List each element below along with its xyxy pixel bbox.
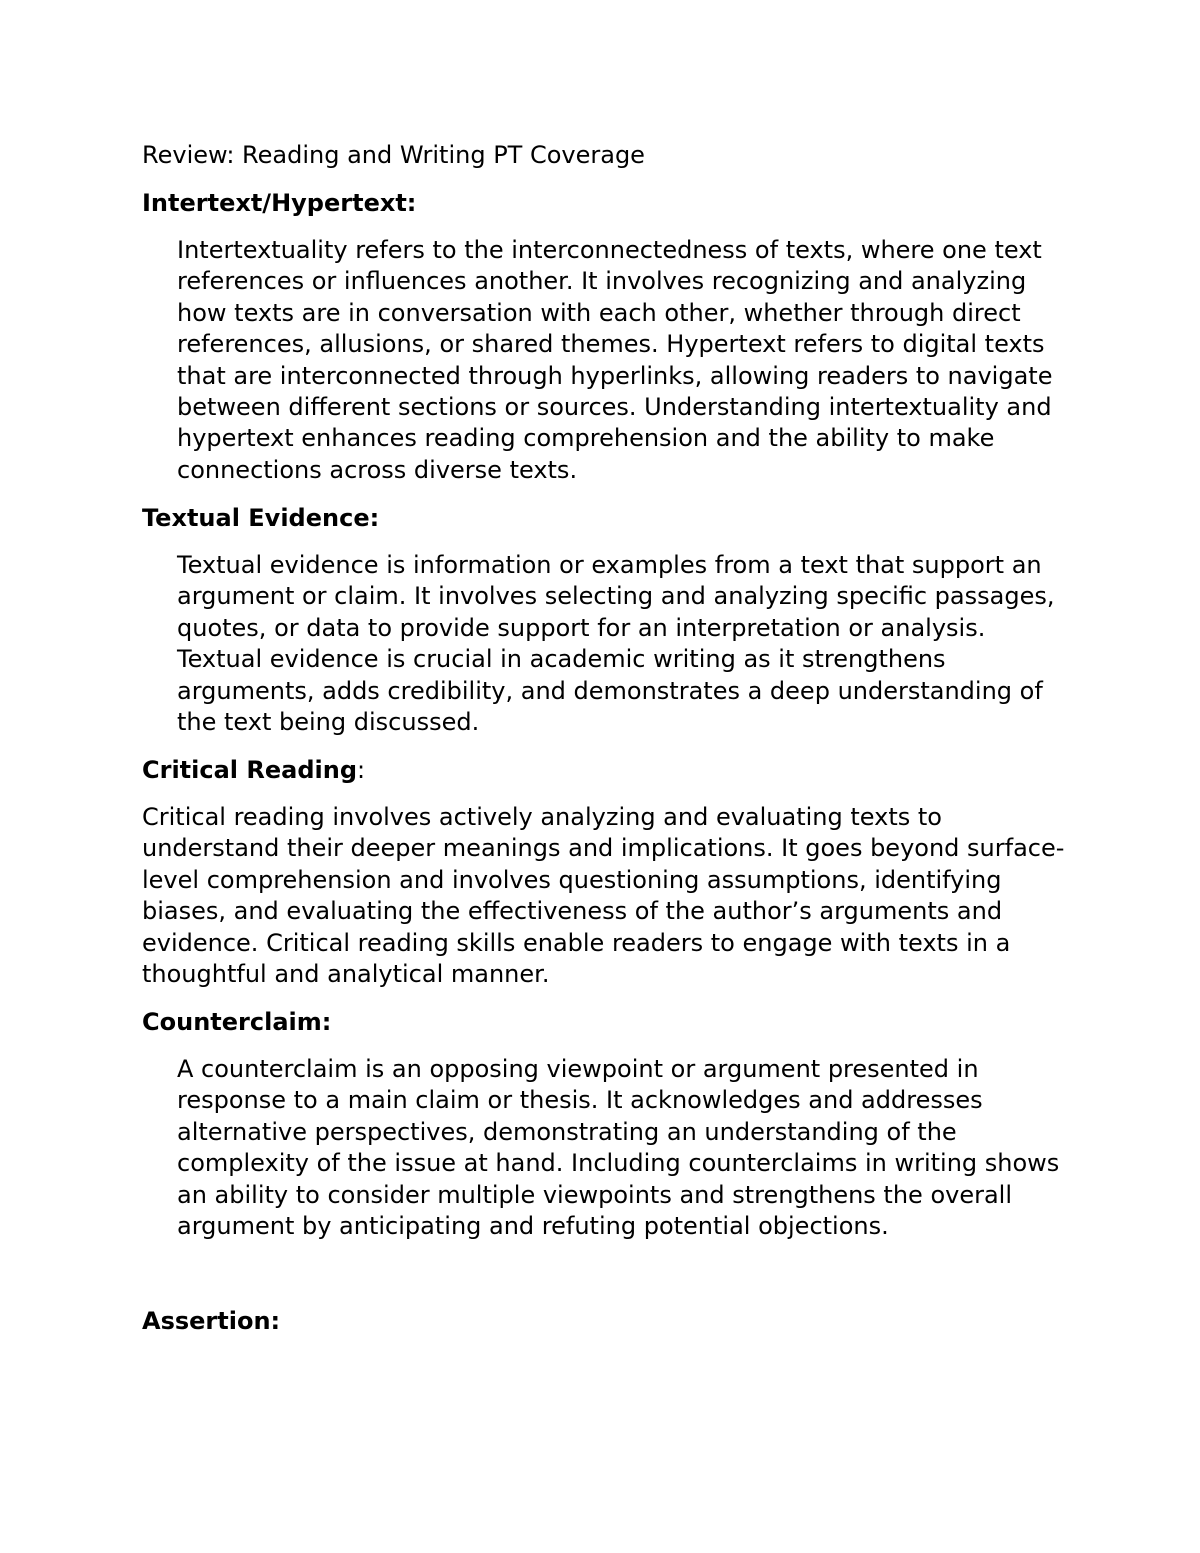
section-heading-assertion: Assertion: [142, 1307, 281, 1335]
body-line: hypertext enhances reading comprehension and the ability to make [177, 424, 995, 453]
body-line: arguments, adds credibility, and demonstrates a deep understanding of [177, 676, 1043, 705]
body-line: connections across diverse texts. [177, 455, 578, 484]
section-body-critical-reading [142, 802, 1064, 990]
body-line: argument or claim. It involves selecting and analyzing specific passages, [177, 582, 1055, 611]
section-heading-intertext: Intertext/Hypertext: [142, 189, 417, 217]
body-line: level comprehension and involves questioning assumptions, identifying [142, 865, 1002, 894]
section-body-intertext [177, 235, 1052, 486]
body-line: Intertextuality refers to the interconnectedness of texts, where one text [177, 236, 1042, 264]
body-line: references or influences another. It involves recognizing and analyzing [177, 267, 1027, 296]
section-body-textual-evidence [177, 550, 1054, 738]
body-line: alternative perspectives, demonstrating an understanding of the [177, 1117, 957, 1146]
body-line: understand their deeper meanings and implications. It goes beyond surface- [142, 834, 1065, 863]
body-line: how texts are in conversation with each other, whether through direct [177, 298, 1021, 327]
heading-text: Critical Reading [142, 756, 358, 784]
body-line: argument by anticipating and refuting potential objections. [177, 1212, 889, 1241]
body-line: between different sections or sources. Understanding intertextuality and [177, 393, 1052, 422]
body-line: references, allusions, or shared themes. Hypertext refers to digital texts [177, 330, 1045, 359]
body-line: that are interconnected through hyperlinks, allowing readers to navigate [177, 361, 1053, 390]
body-line: the text being discussed. [177, 708, 480, 737]
section-heading-counterclaim: Counterclaim: [142, 1008, 332, 1036]
body-line: thoughtful and analytical manner. [142, 960, 550, 989]
body-line: quotes, or data to provide support for an interpretation or analysis. [177, 613, 986, 642]
body-line: Critical reading involves actively analyzing and evaluating texts to [142, 803, 942, 831]
body-line: A counterclaim is an opposing viewpoint or argument presented in [177, 1055, 979, 1083]
body-line: response to a main claim or thesis. It acknowledges and addresses [177, 1086, 983, 1115]
body-line: Textual evidence is crucial in academic writing as it strengthens [177, 645, 946, 674]
body-line: Textual evidence is information or examples from a text that support an [177, 551, 1042, 579]
body-line: an ability to consider multiple viewpoints and strengthens the overall [177, 1180, 1013, 1209]
body-line: complexity of the issue at hand. Including counterclaims in writing shows [177, 1149, 1060, 1178]
section-heading-textual-evidence: Textual Evidence: [142, 504, 380, 532]
section-body-counterclaim [177, 1054, 1059, 1242]
section-heading-critical-reading [142, 755, 365, 786]
document-title: Review: Reading and Writing PT Coverage [142, 141, 645, 169]
body-line: evidence. Critical reading skills enable readers to engage with texts in a [142, 928, 1011, 957]
body-line: biases, and evaluating the effectiveness of the author’s arguments and [142, 897, 1003, 926]
heading-colon: : [357, 756, 366, 784]
